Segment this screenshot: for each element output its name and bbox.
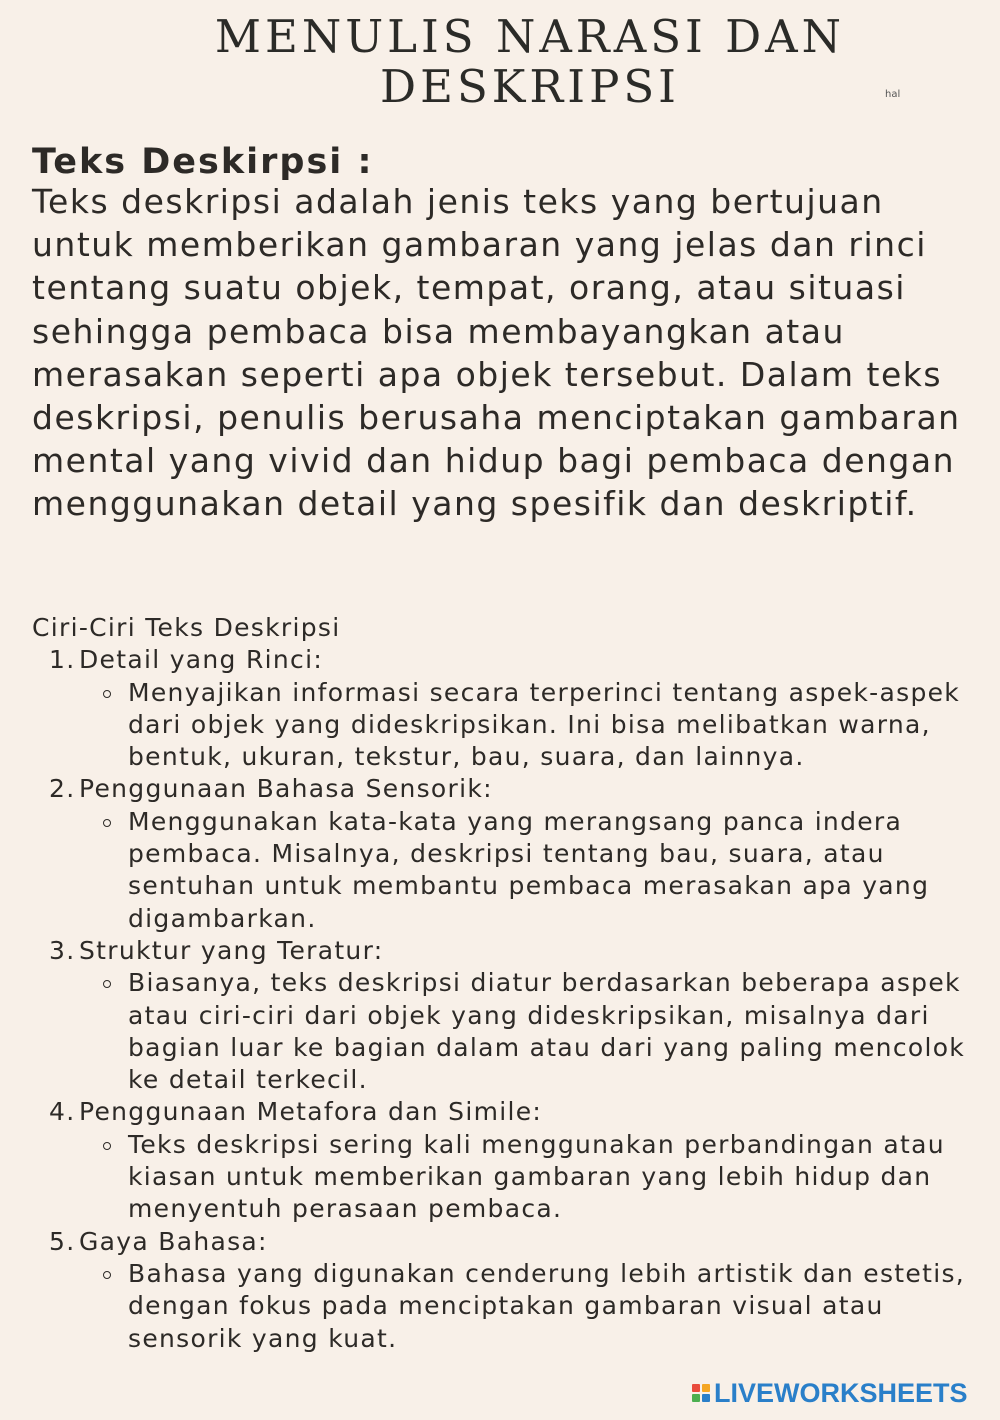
title-line-2: DESKRIPSI: [380, 60, 680, 113]
page-title: [160, 12, 900, 112]
page-label: hal: [885, 89, 901, 100]
section-paragraph: Teks deskripsi adalah jenis teks yang bertujuan untuk memberikan gambaran yang jelas dan rinci tentang suatu objek, tempat, orang, atau situasi sehingga pembaca bisa membayangkan atau merasakan seperti apa objek tersebut. Dalam teks deskripsi, penulis berusaha menciptakan gambaran mental yang vivid dan hidup bagi pembaca dengan menggunakan detail yang spesifik dan deskriptif.: [32, 182, 961, 524]
logo-square-icon: [702, 1384, 710, 1392]
ciri-item: [32, 773, 982, 934]
ciri-item-label: Gaya Bahasa:: [79, 1226, 268, 1256]
ciri-list: [32, 644, 982, 1355]
ciri-item-label: Detail yang Rinci:: [79, 645, 324, 675]
circle-bullet-icon: [103, 690, 111, 698]
ciri-item: [32, 1226, 982, 1355]
ciri-bullet-text: Menyajikan informasi secara terperinci tentang aspek-aspek dari objek yang dideskripsikan. Ini bisa melibatkan warna, bentuk, ukuran, tekstur, bau, suara, dan lainnya.: [128, 677, 961, 772]
ciri-sublist: [79, 677, 982, 774]
ciri-item-number: 5.: [49, 1226, 76, 1256]
ciri-sublist: [79, 967, 982, 1096]
liveworksheets-logo-icon: [692, 1384, 710, 1402]
ciri-item-label: Penggunaan Metafora dan Simile:: [79, 1097, 543, 1127]
ciri-item-number: 1.: [49, 645, 76, 675]
ciri-item-number: 3.: [49, 935, 76, 965]
ciri-item-number: 2.: [49, 774, 76, 804]
ciri-item: [32, 1096, 982, 1225]
ciri-bullet: [79, 677, 973, 774]
ciri-bullet: [79, 806, 973, 935]
ciri-bullet: [79, 1129, 973, 1226]
ciri-bullet: [79, 967, 973, 1096]
ciri-bullet-text: Menggunakan kata-kata yang merangsang panca indera pembaca. Misalnya, deskripsi tentang bau, suara, atau sentuhan untuk membantu pembaca merasakan apa yang digambarkan.: [128, 806, 930, 933]
circle-bullet-icon: [103, 819, 111, 827]
ciri-sublist: [79, 806, 982, 935]
ciri-item: [32, 935, 982, 1096]
logo-square-icon: [692, 1384, 700, 1392]
circle-bullet-icon: [103, 1271, 111, 1279]
circle-bullet-icon: [103, 980, 111, 988]
ciri-item-label: Struktur yang Teratur:: [79, 935, 384, 965]
ciri-bullet-text: Biasanya, teks deskripsi diatur berdasarkan beberapa aspek atau ciri-ciri dari objek yang dideskripsikan, misalnya dari bagian luar ke bagian dalam atau dari yang paling mencolok ke detail terkecil.: [128, 968, 966, 1095]
liveworksheets-logo[interactable]: [692, 1378, 968, 1408]
ciri-title: Ciri-Ciri Teks Deskripsi: [32, 613, 341, 642]
ciri-bullet-text: Teks deskripsi sering kali menggunakan perbandingan atau kiasan untuk memberikan gambaran yang lebih hidup dan menyentuh perasaan pembaca.: [128, 1129, 945, 1224]
ciri-bullet: [79, 1258, 973, 1355]
circle-bullet-icon: [103, 1142, 111, 1150]
ciri-bullet-text: Bahasa yang digunakan cenderung lebih artistik dan estetis, dengan fokus pada menciptakan gambaran visual atau sensorik yang kuat.: [128, 1258, 966, 1353]
ciri-section: [32, 612, 982, 1355]
ciri-sublist: [79, 1129, 982, 1226]
ciri-item-number: 4.: [49, 1097, 76, 1127]
section-heading: Teks Deskirpsi :: [32, 142, 374, 182]
ciri-item-label: Penggunaan Bahasa Sensorik:: [79, 774, 493, 804]
ciri-item: [32, 644, 982, 773]
logo-square-icon: [692, 1394, 700, 1402]
logo-square-icon: [702, 1394, 710, 1402]
title-line-1: MENULIS NARASI DAN: [214, 10, 846, 63]
ciri-sublist: [79, 1258, 982, 1355]
logo-text: LIVEWORKSHEETS: [714, 1377, 968, 1408]
